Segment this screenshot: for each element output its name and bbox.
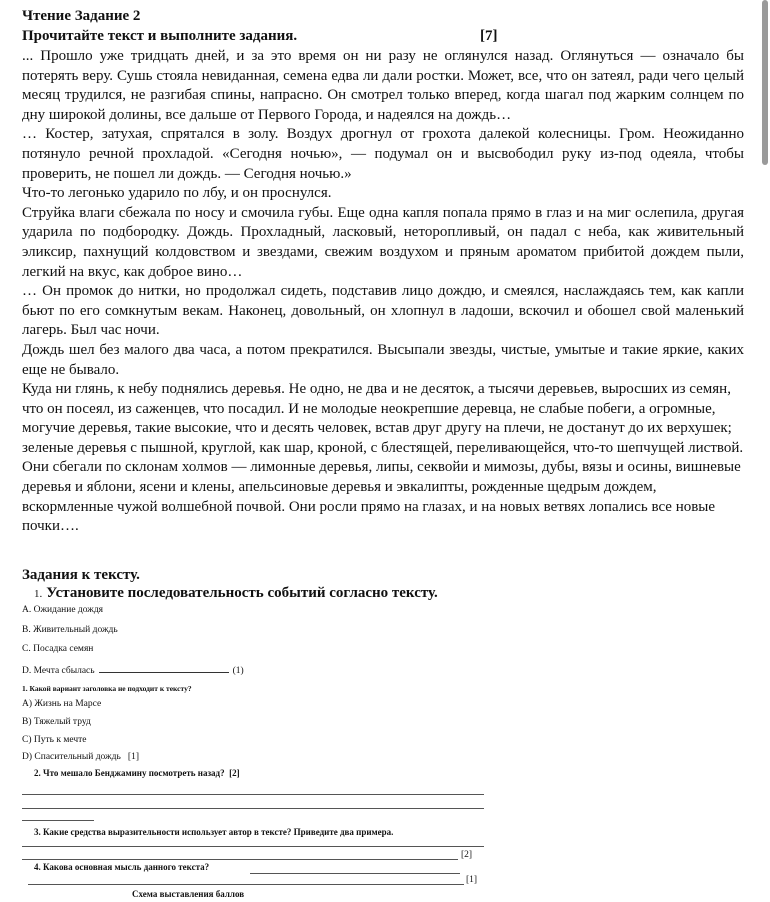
task-3-question: 3. Какие средства выразительности использует автор в тексте? Приведите два примера. bbox=[34, 827, 394, 837]
task-2-row bbox=[34, 768, 240, 778]
page-title: Чтение Задание 2 bbox=[22, 8, 141, 24]
task-3-answer-line-2[interactable] bbox=[22, 859, 458, 860]
task-1-option-d: D. Мечта сбылась bbox=[22, 666, 95, 676]
task-2-answer-line-3[interactable] bbox=[22, 820, 94, 821]
task-1-number: 1. bbox=[34, 588, 43, 600]
task-4-answer-line-1[interactable] bbox=[250, 873, 460, 874]
total-score: [7] bbox=[480, 28, 498, 44]
task-1-heading bbox=[34, 585, 438, 602]
task-1b-score: [1] bbox=[127, 752, 139, 762]
task-4-answer-line-2[interactable] bbox=[28, 884, 464, 885]
paragraph-1: ... Прошло уже тридцать дней, и за это время он ни разу не оглянулся назад. Оглянуться — означало бы потерять веру. Сушь стояла невиданная, семена едва ли дали ростки. Может, все, что он затеял, ради чего целый месяц трудился, не разгибая спины, напрасно. Он смотрел только вперед, когда шагал под жарким солнцем по дну широкой долины, все дальше от Первого Города, и надеялся на дождь… bbox=[22, 48, 744, 123]
task-1-option-a: A. Ожидание дождя bbox=[22, 605, 104, 615]
task-1b-question: 1. Какой вариант заголовка не подходит к тексту? bbox=[22, 684, 192, 693]
task-2-question: 2. Что мешало Бенджамину посмотреть назад? bbox=[34, 768, 225, 778]
task-3-answer-line-1[interactable] bbox=[22, 846, 484, 847]
paragraph-6: Дождь шел без малого два часа, а потом прекратился. Высыпали звезды, чистые, умытые и такие яркие, каких еще не бывало. bbox=[22, 341, 744, 378]
task-1-option-b: B. Живительный дождь bbox=[22, 625, 118, 635]
task-1b-option-d: D) Спасительный дождь bbox=[22, 752, 121, 762]
task-1-score: (1) bbox=[232, 666, 244, 676]
tasks-heading: Задания к тексту. bbox=[22, 567, 140, 583]
paragraph-3: Что-то легонько ударило по лбу, и он проснулся. bbox=[22, 185, 332, 202]
task-1b-option-d-row bbox=[22, 752, 139, 762]
task-3-score: [2] bbox=[461, 850, 473, 860]
task-1-option-c: C. Посадка семян bbox=[22, 644, 94, 654]
paragraph-5: … Он промок до нитки, но продолжал сидеть, подставив лицо дождю, и смеялся, наслаждаясь тем, как капли бьют по его сомкнутым векам. Наконец, довольный, он хлопнул в ладоши, вскочил и обошел свой маленький лагерь. Был час ночи. bbox=[22, 283, 744, 339]
reading-text bbox=[22, 47, 744, 537]
task-4-score: [1] bbox=[466, 875, 478, 885]
task-1b-option-a: A) Жизнь на Марсе bbox=[22, 699, 102, 709]
task-4-question: 4. Какова основная мысль данного текста? bbox=[34, 862, 210, 872]
paragraph-4: Струйка влаги сбежала по носу и смочила губы. Еще одна капля попала прямо в глаз и на миг ослепила, другая ударила по подбородку. Дождь. Прохладный, ласковый, неторопливый, он падал с неба, как живительный эликсир, пахнущий колдовством и звездами, свежим воздухом и пряным ароматом прибитой дождем пыли, легкий на вкус, как доброе вино… bbox=[22, 204, 744, 280]
task-1b-option-b: B) Тяжелый труд bbox=[22, 717, 91, 727]
task-1-option-d-row bbox=[22, 663, 244, 676]
instruction: Прочитайте текст и выполните задания. bbox=[22, 28, 298, 44]
paragraph-2: … Костер, затухая, спрятался в золу. Воздух дрогнул от грохота далекой колесницы. Гром. Неожиданно потянуло речной прохладой. «Сегодня ночью», — подумал он и высвободил руку из-под одеяла, чтобы проверить, не пошел ли дождь. — Сегодня ночью.» bbox=[22, 126, 744, 182]
task-1b-option-c: C) Путь к мечте bbox=[22, 735, 87, 745]
task-2-answer-line-1[interactable] bbox=[22, 794, 484, 795]
task-2-score: [2] bbox=[229, 768, 240, 778]
scoring-scheme-heading: Схема выставления баллов bbox=[132, 889, 245, 899]
task-2-answer-line-2[interactable] bbox=[22, 808, 484, 809]
task-1-label: Установите последовательность событий согласно тексту. bbox=[46, 585, 438, 601]
paragraph-7: Куда ни глянь, к небу поднялись деревья. Не одно, не два и не десяток, а тысячи деревьев, выросших из семян, что он посеял, из саженцев, что посадил. И не молодые неокрепшие деревца, не слабые побеги, а огромные, могучие деревья, такие высокие, что и десять человек, встав друг другу на плечи, не достанут до их верхушек; зеленые деревья с пышной, круглой, как шар, кроной, с блестящей, переливающейся, что-то шепчущей листвой. Они сбегали по склонам холмов — лимонные деревья, липы, секвойи и мимозы, дубы, вязы и осины, вишневые деревья и яблони, ясени и клены, апельсиновые деревья и эвкалипты, рожденные щедрым дождем, вскормленные чужой волшебной почвой. Они росли прямо на глазах, и на новых ветвях лопались все новые почки…. bbox=[22, 381, 744, 535]
task-1-answer-line[interactable] bbox=[99, 663, 229, 673]
vertical-scrollbar[interactable] bbox=[762, 0, 768, 165]
